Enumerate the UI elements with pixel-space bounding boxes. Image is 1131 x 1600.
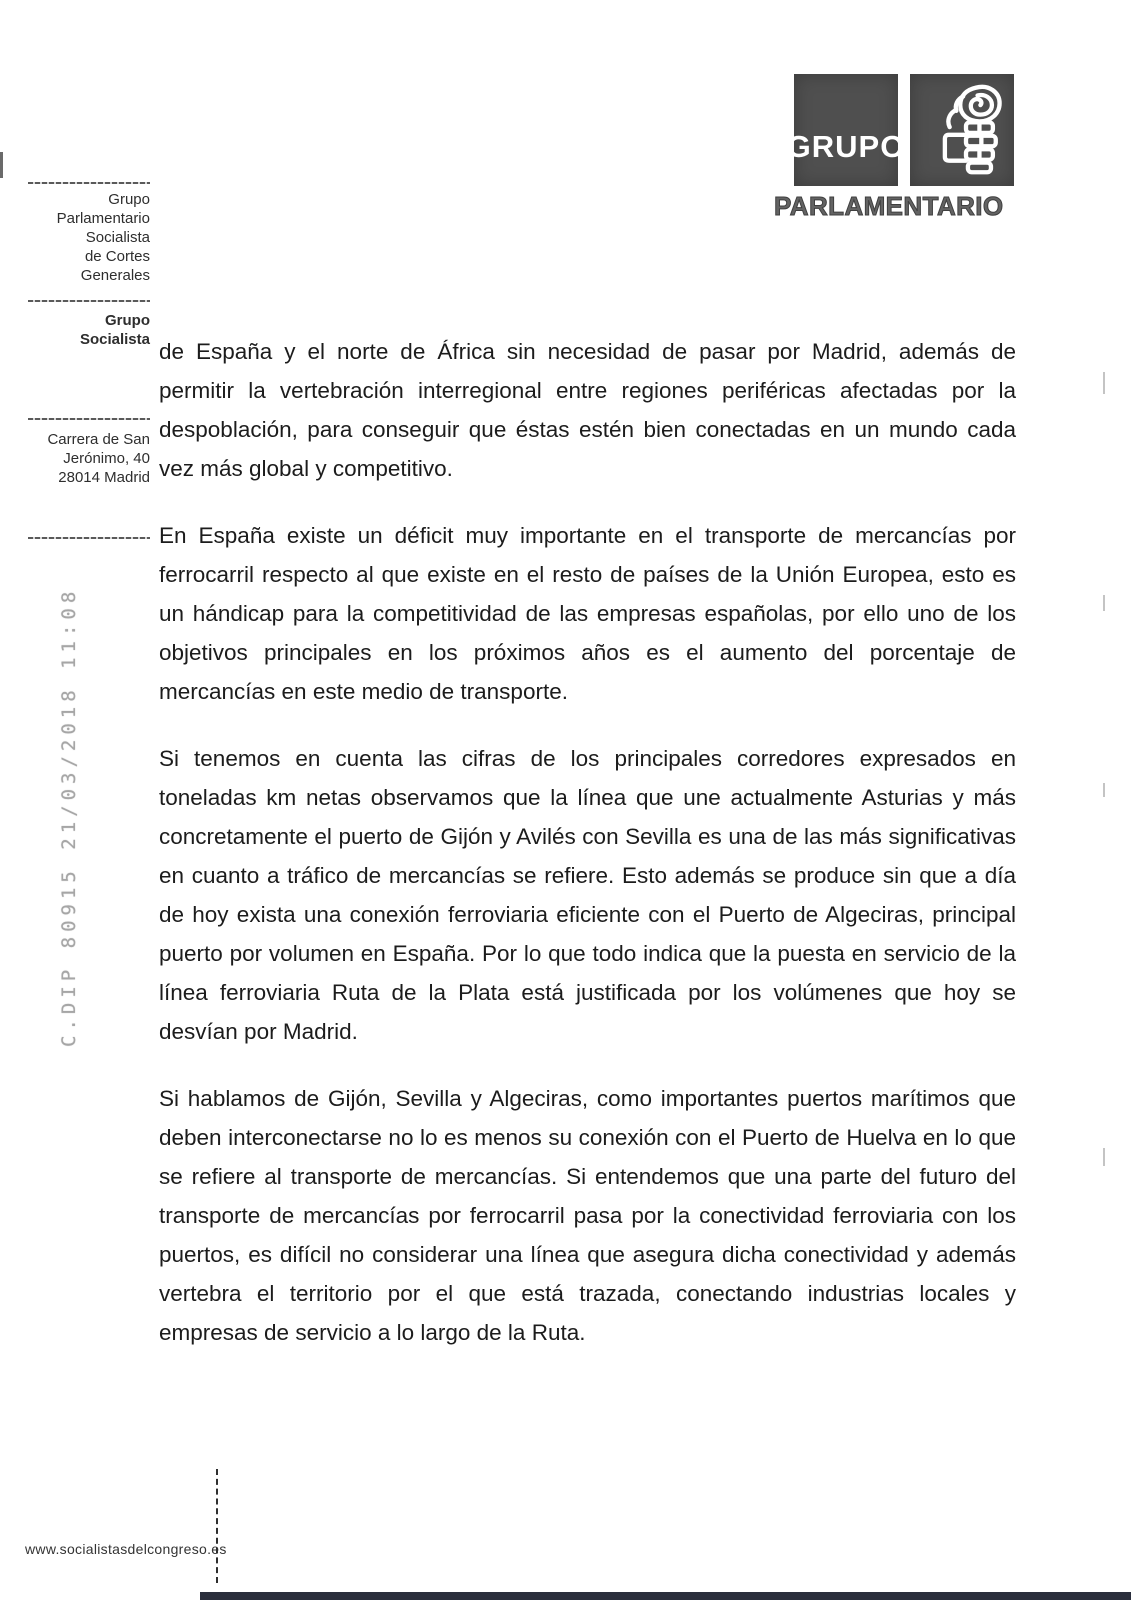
footer-bottom-bar [200, 1592, 1131, 1600]
letterhead-group-line: Socialista [79, 331, 150, 348]
letterhead-org-line: de Cortes [84, 248, 150, 265]
letterhead-divider-3 [28, 418, 150, 420]
letterhead-address-line: Jerónimo, 40 [63, 450, 150, 467]
logo-caption: PARLAMENTARIO [774, 191, 1004, 221]
scan-artifact-right-edge [1103, 783, 1105, 797]
letterhead-group-line: Grupo [105, 312, 150, 329]
footer-vertical-rule [216, 1469, 218, 1583]
logo-grupo-square [786, 74, 906, 186]
logo-rose-square [910, 74, 1014, 186]
scan-artifact-right-edge [1103, 372, 1105, 394]
registry-stamp [46, 585, 92, 1047]
fist-holding-rose-icon [918, 78, 1014, 182]
footer-website: www.socialistasdelcongreso.es [25, 1541, 227, 1557]
letterhead-divider-1 [28, 182, 150, 184]
letterhead-org-line: Grupo [108, 191, 150, 208]
registry-stamp-text: C.DIP 80915 21/03/2018 11:08 [58, 586, 80, 1047]
letterhead-address [28, 430, 150, 487]
paragraph-1: de España y el norte de África sin necesidad de pasar por Madrid, además de permitir la vertebración interregional entre regiones periféricas afectadas por la despoblación, para conseguir que éstas estén bien conectadas en un mundo cada vez más global y competitivo. [159, 339, 1016, 481]
scan-artifact-right-edge [1103, 595, 1105, 611]
scan-artifact-left-edge [0, 152, 3, 178]
document-body [159, 332, 1016, 1352]
paragraph-4: Si hablamos de Gijón, Sevilla y Algeciras, como importantes puertos marítimos que deben interconectarse no lo es menos su conexión con el Puerto de Huelva en lo que se refiere al transporte de mercancías. Si entendemos que una parte del futuro del transporte de mercancías por ferrocarril pasa por la conectividad ferroviaria con los puertos, es difícil no considerar una línea que asegura dicha conectividad y además vertebra el territorio por el que está trazada, conectando industrias locales y empresas de servicio a lo largo de la Ruta. [159, 1086, 1016, 1345]
scan-artifact-right-edge [1103, 1148, 1105, 1166]
paragraph-2: En España existe un déficit muy importante en el transporte de mercancías por ferrocarril respecto al que existe en el resto de países de la Unión Europea, esto es un hándicap para la competitividad de las empresas españolas, por ello uno de los objetivos principales en los próximos años es el aumento del porcentaje de mercancías en este medio de transporte. [159, 523, 1016, 704]
paragraph-3: Si tenemos en cuenta las cifras de los principales corredores expresados en toneladas km netas observamos que la línea que une actualmente Asturias y más concretamente el puerto de Gijón y Avilés con Sevilla es una de las más significativas en cuanto a tráfico de mercancías se refiere. Esto además se produce sin que a día de hoy exista una conexión ferroviaria eficiente con el Puerto de Algeciras, principal puerto por volumen en España. Por lo que todo indica que la puesta en servicio de la línea ferroviaria Ruta de la Plata está justificada por los volúmenes que hoy se desvían por Madrid. [159, 746, 1016, 1044]
letterhead-divider-2 [28, 300, 150, 302]
letterhead-divider-4 [28, 537, 150, 539]
letterhead-group-name [28, 311, 150, 349]
logo-grupo-label: GRUPO [786, 129, 906, 164]
letterhead-org-line: Parlamentario [56, 210, 150, 227]
letterhead-org-line: Generales [80, 267, 150, 284]
letterhead-organization [28, 190, 150, 285]
letterhead-org-line: Socialista [85, 229, 150, 246]
letterhead-address-line: 28014 Madrid [58, 469, 150, 486]
letterhead-address-line: Carrera de San [47, 431, 150, 448]
